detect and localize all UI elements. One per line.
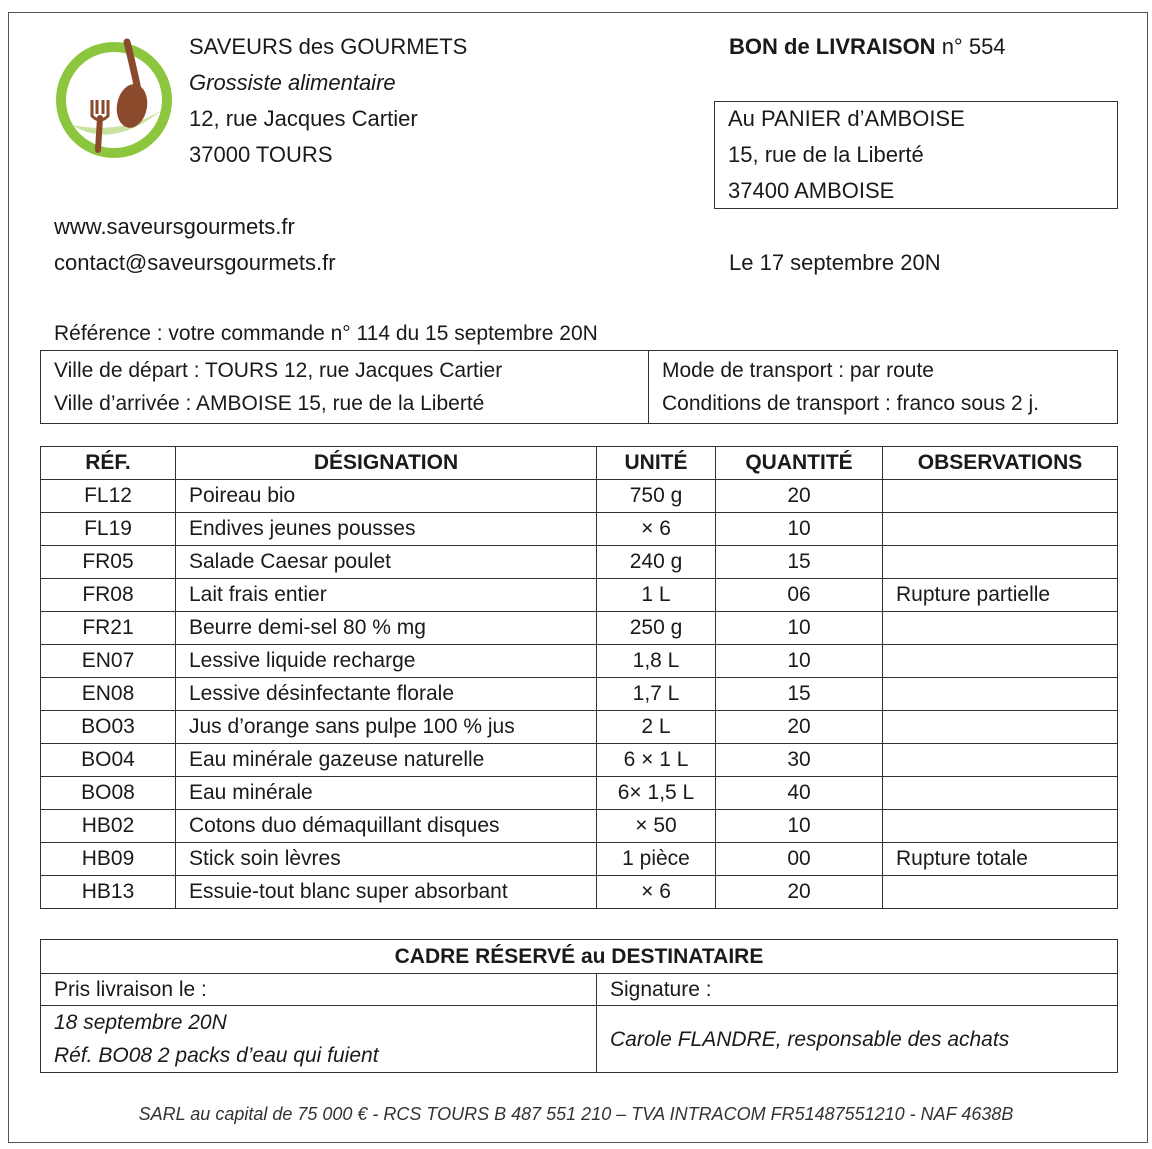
document-title-label: BON de LIVRAISON (729, 34, 936, 59)
item-observation (883, 612, 1118, 645)
table-row (41, 546, 1118, 579)
received-label: Pris livraison le : (41, 974, 597, 1006)
item-designation: Eau minérale gazeuse naturelle (176, 744, 597, 777)
table-row (41, 876, 1118, 909)
received-date: 18 septembre 20N (54, 1011, 227, 1034)
item-quantity: 10 (716, 810, 883, 843)
item-designation: Lait frais entier (176, 579, 597, 612)
item-ref: HB02 (41, 810, 176, 843)
item-quantity: 20 (716, 711, 883, 744)
document-number: n° 554 (935, 34, 1006, 59)
item-quantity: 20 (716, 876, 883, 909)
item-quantity: 10 (716, 612, 883, 645)
item-designation: Eau minérale (176, 777, 597, 810)
item-designation: Poireau bio (176, 480, 597, 513)
item-observation (883, 876, 1118, 909)
company-logo-icon (52, 30, 182, 170)
document-date: Le 17 septembre 20N (729, 250, 941, 275)
item-observation (883, 711, 1118, 744)
item-unit: 240 g (597, 546, 716, 579)
item-ref: FL12 (41, 480, 176, 513)
item-quantity: 15 (716, 546, 883, 579)
table-row (41, 744, 1118, 777)
transport-conditions: Conditions de transport : franco sous 2 j. (662, 392, 1040, 415)
item-designation: Lessive liquide recharge (176, 645, 597, 678)
item-quantity: 10 (716, 645, 883, 678)
recipient-street: 15, rue de la Liberté (728, 142, 924, 167)
item-ref: FR05 (41, 546, 176, 579)
item-designation: Jus d’orange sans pulpe 100 % jus (176, 711, 597, 744)
item-ref: EN08 (41, 678, 176, 711)
item-ref: HB09 (41, 843, 176, 876)
received-cell (41, 1006, 597, 1073)
item-unit: 1,7 L (597, 678, 716, 711)
recipient-box (714, 101, 1118, 209)
signature-label: Signature : (597, 974, 1118, 1006)
item-observation (883, 480, 1118, 513)
item-quantity: 00 (716, 843, 883, 876)
table-row (41, 579, 1118, 612)
item-unit: × 50 (597, 810, 716, 843)
legal-footer: SARL au capital de 75 000 € - RCS TOURS B 487 551 210 – TVA INTRACOM FR51487551210 - NAF 4638B (138, 1104, 1014, 1124)
item-observation (883, 546, 1118, 579)
item-unit: × 6 (597, 513, 716, 546)
item-observation (883, 678, 1118, 711)
table-row (41, 777, 1118, 810)
item-observation (883, 744, 1118, 777)
table-row (41, 678, 1118, 711)
recipient-city: 37400 AMBOISE (728, 178, 895, 203)
item-ref: BO04 (41, 744, 176, 777)
item-unit: 750 g (597, 480, 716, 513)
company-website[interactable]: www.saveursgourmets.fr (54, 214, 295, 239)
item-observation (883, 810, 1118, 843)
company-street: 12, rue Jacques Cartier (189, 106, 418, 131)
received-note: Réf. BO08 2 packs d’eau qui fuient (54, 1044, 379, 1067)
table-row (41, 480, 1118, 513)
transport-cell (649, 351, 1118, 424)
transport-table (40, 350, 1118, 424)
company-name: SAVEURS des GOURMETS (189, 34, 468, 59)
item-designation: Stick soin lèvres (176, 843, 597, 876)
item-ref: HB13 (41, 876, 176, 909)
item-ref: BO03 (41, 711, 176, 744)
item-ref: BO08 (41, 777, 176, 810)
item-quantity: 40 (716, 777, 883, 810)
item-unit: 1 L (597, 579, 716, 612)
route-cell (41, 351, 649, 424)
header-designation: DÉSIGNATION (176, 447, 597, 480)
item-ref: FL19 (41, 513, 176, 546)
item-unit: 1,8 L (597, 645, 716, 678)
recipient-reserved-table (40, 939, 1118, 1073)
item-ref: EN07 (41, 645, 176, 678)
order-reference: Référence : votre commande n° 114 du 15 septembre 20N (54, 322, 598, 345)
table-row (41, 711, 1118, 744)
item-designation: Endives jeunes pousses (176, 513, 597, 546)
arrival-city: Ville d’arrivée : AMBOISE 15, rue de la Liberté (54, 392, 485, 415)
company-city: 37000 TOURS (189, 142, 333, 167)
departure-city: Ville de départ : TOURS 12, rue Jacques Cartier (54, 359, 503, 382)
header-unit: UNITÉ (597, 447, 716, 480)
item-unit: 6× 1,5 L (597, 777, 716, 810)
item-observation: Rupture partielle (883, 579, 1118, 612)
item-unit: 6 × 1 L (597, 744, 716, 777)
item-designation: Essuie-tout blanc super absorbant (176, 876, 597, 909)
table-row (41, 810, 1118, 843)
document-title (729, 34, 1006, 60)
table-row (41, 513, 1118, 546)
item-quantity: 30 (716, 744, 883, 777)
item-unit: 250 g (597, 612, 716, 645)
table-row (41, 843, 1118, 876)
table-row (41, 645, 1118, 678)
item-observation (883, 645, 1118, 678)
recipient-name: Au PANIER d’AMBOISE (728, 106, 965, 131)
items-table (40, 446, 1118, 909)
item-unit: 1 pièce (597, 843, 716, 876)
table-row (41, 612, 1118, 645)
item-unit: × 6 (597, 876, 716, 909)
item-designation: Salade Caesar poulet (176, 546, 597, 579)
item-quantity: 06 (716, 579, 883, 612)
signature-value: Carole FLANDRE, responsable des achats (597, 1006, 1118, 1073)
header-ref: RÉF. (41, 447, 176, 480)
header-quantity: QUANTITÉ (716, 447, 883, 480)
header-observations: OBSERVATIONS (883, 447, 1118, 480)
reserved-title: CADRE RÉSERVÉ au DESTINATAIRE (41, 940, 1118, 974)
item-quantity: 20 (716, 480, 883, 513)
item-observation (883, 777, 1118, 810)
item-ref: FR21 (41, 612, 176, 645)
item-designation: Beurre demi-sel 80 % mg (176, 612, 597, 645)
transport-mode: Mode de transport : par route (662, 359, 934, 382)
item-quantity: 10 (716, 513, 883, 546)
item-quantity: 15 (716, 678, 883, 711)
item-ref: FR08 (41, 579, 176, 612)
company-email[interactable]: contact@saveursgourmets.fr (54, 250, 336, 275)
item-designation: Cotons duo démaquillant disques (176, 810, 597, 843)
item-observation: Rupture totale (883, 843, 1118, 876)
item-unit: 2 L (597, 711, 716, 744)
company-tagline: Grossiste alimentaire (189, 70, 396, 95)
items-header-row (41, 447, 1118, 480)
item-designation: Lessive désinfectante florale (176, 678, 597, 711)
item-observation (883, 513, 1118, 546)
